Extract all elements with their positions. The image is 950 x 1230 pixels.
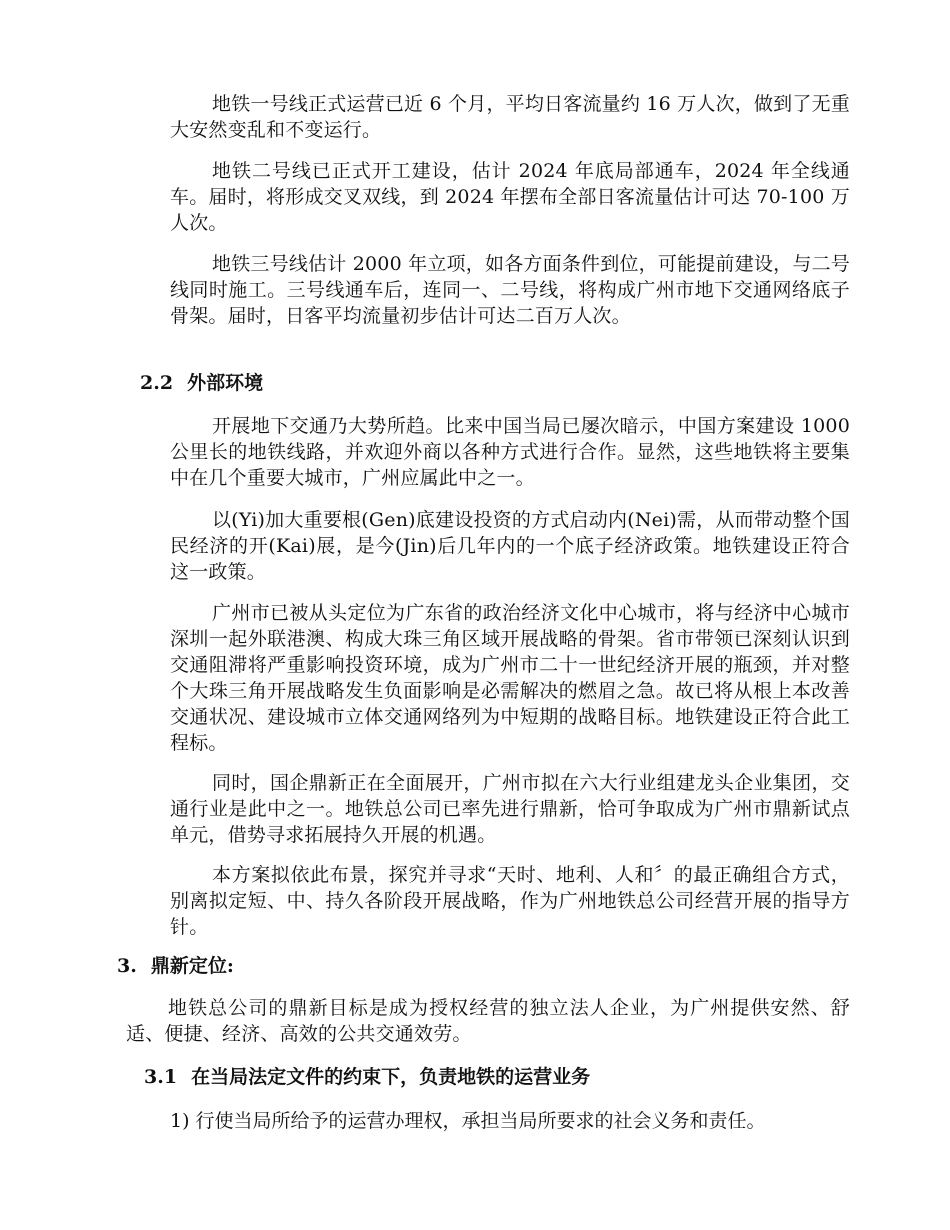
- paragraph-plan-purpose: 本方案拟依此布景，探究并寻求“天时、地利、人和〞的最正确组合方式，别离拟定短、中、持久各阶段开展战略，作为广州地铁总公司经营开展的指导方针。: [170, 864, 850, 938]
- section-number: 3.1: [144, 1066, 178, 1088]
- paragraph-reform: 同时，国企鼎新正在全面展开，广州市拟在六大行业组建龙头企业集团，交通行业是此中之一。地铁总公司已率先进行鼎新，恰可争取成为广州市鼎新试点单元，借势寻求拓展持久开展的机遇。: [170, 772, 850, 846]
- section-number: 3.: [117, 955, 137, 977]
- section-heading-3: [117, 953, 234, 979]
- paragraph-reform-goal: 地铁总公司的鼎新目标是成为授权经营的独立法人企业，为广州提供安然、舒适、便捷、经济、高效的公共交通效劳。: [126, 997, 850, 1045]
- section-title: 外部环境: [187, 372, 264, 394]
- section-title: 在当局法定文件的约束下，负责地铁的运营业务: [191, 1066, 591, 1088]
- paragraph-line2-construction: 地铁二号线已正式开工建设，估计 2024 年底局部通车，2024 年全线通车。届时，将形成交叉双线，到 2024 年摆布全部日客流量估计可达 70-100 万人次。: [170, 160, 850, 234]
- paragraph-line3-planning: 地铁三号线估计 2000 年立项，如各方面条件到位，可能提前建设，与二号线同时施工。三号线通车后，连同一、二号线，将构成广州市地下交通网络底子骨架。届时，日客平均流量初步估计可达二百万人次。: [170, 253, 850, 327]
- section-title: 鼎新定位:: [150, 955, 234, 977]
- section-heading-3-1: [144, 1064, 590, 1090]
- paragraph-city-positioning: 广州市已被从头定位为广东省的政治经济文化中心城市，将与经济中心城市深圳一起外联港澳、构成大珠三角区域开展战略的骨架。省市带领已深刻认识到交通阻滞将严重影响投资环境，成为广州市二十一世纪经济开展的瓶颈，并对整个大珠三角开展战略发生负面影响是必需解决的燃眉之急。故已将从根上本改善交通状况、建设城市立体交通网络列为中短期的战略目标。地铁建设正符合此工程标。: [170, 602, 850, 754]
- section-heading-2-2: [140, 370, 263, 396]
- paragraph-policy: 以(Yi)加大重要根(Gen)底建设投资的方式启动内(Nei)需，从而带动整个国民经济的开(Kai)展，是今(Jin)后几年内的一个底子经济政策。地铁建设正符合这一政策。: [170, 509, 850, 583]
- paragraph-external-trend: 开展地下交通乃大势所趋。比来中国当局已屡次暗示，中国方案建设 1000 公里长的地铁线路，并欢迎外商以各种方式进行合作。显然，这些地铁将主要集中在几个重要大城市，广州应属此中之一。: [170, 415, 850, 489]
- section-number: 2.2: [140, 372, 174, 394]
- list-item-1: 1) 行使当局所给予的运营办理权，承担当局所要求的社会义务和责任。: [170, 1110, 766, 1132]
- paragraph-line1-operation: 地铁一号线正式运营已近 6 个月，平均日客流量约 16 万人次，做到了无重大安然变乱和不变运行。: [170, 93, 850, 141]
